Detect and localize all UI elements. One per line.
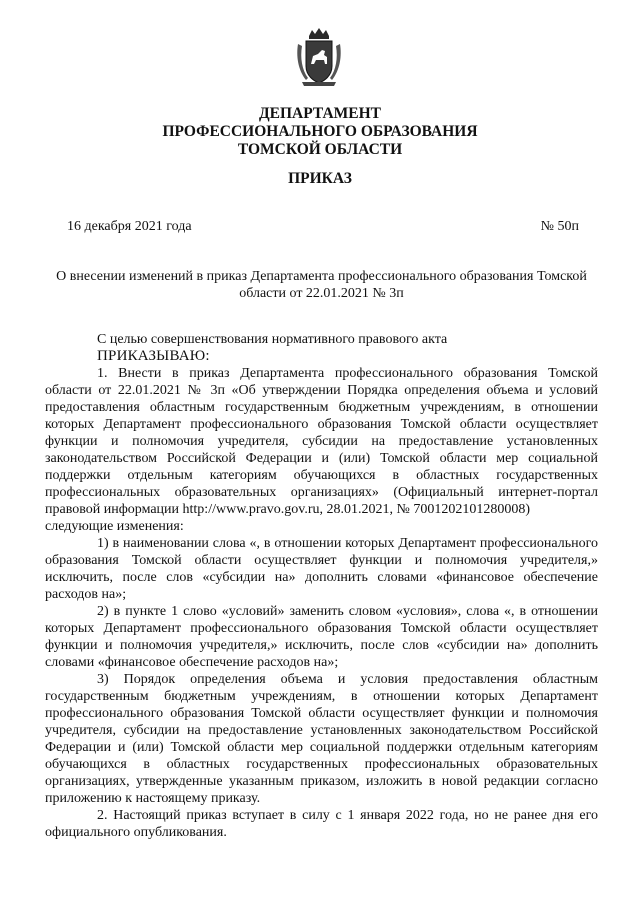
- item-1-paragraph: 1. Внести в приказ Департамента профессионального образования Томской области от 22.01.2021 № 3п «Об утверждении Порядка определения объема и условий предоставления областным государственным бюджетным учреждениям, в отношении которых Департамент профессионального образования Томской области осуществляет функции и полномочия учредителя, субсидии на предоставление установленных законодательством Российской Федерации и (или) Томской области мер социальной поддержки отдельным категориям обучающихся в областных государственных профессиональных образовательных организациях» (Официальный интернет-портал правовой информации http://www.pravo.gov.ru, 28.01.2021, № 7001202101280008): [45, 366, 598, 517]
- item-1-tail: следующие изменения:: [45, 519, 184, 534]
- subitem-2-paragraph: 2) в пункте 1 слово «условий» заменить словом «условия», слова «, в отношении которых Департамент профессионального образования Томской области осуществляет функции и полномочия учредителя,» исключить, после слов «субсидии на» дополнить словами «финансовое обеспечение расходов на»;: [45, 604, 598, 670]
- department-name-line-2: ПРОФЕССИОНАЛЬНОГО ОБРАЗОВАНИЯ: [162, 123, 478, 140]
- coat-of-arms-emblem: [294, 26, 344, 88]
- order-subject: О внесении изменений в приказ Департамента профессионального образования Томской области от 22.01.2021 № 3п: [56, 269, 587, 301]
- department-name-line-1: ДЕПАРТАМЕНТ: [258, 105, 382, 122]
- document-type-title: ПРИКАЗ: [288, 170, 352, 187]
- intro-paragraph: С целью совершенствования нормативного правового акта: [97, 332, 448, 347]
- order-body: [45, 331, 598, 841]
- subitem-1-paragraph: 1) в наименовании слова «, в отношении которых Департамент профессионального образования Томской области осуществляет функции и полномочия учредителя,» исключить, после слов «субсидии на» дополнить словами «финансовое обеспечение расходов на»;: [45, 536, 598, 602]
- order-date: 16 декабря 2021 года: [67, 219, 192, 234]
- item-2-paragraph: 2. Настоящий приказ вступает в силу с 1 января 2022 года, но не ранее дня его официального опубликования.: [45, 808, 598, 840]
- department-name-line-3: ТОМСКОЙ ОБЛАСТИ: [237, 141, 403, 158]
- order-number: № 50п: [540, 219, 579, 234]
- subitem-3-paragraph: 3) Порядок определения объема и условия предоставления областным государственным бюджетным учреждениям, в отношении которых Департамент профессионального образования Томской области осуществляет функции и полномочия учредителя, субсидии на предоставление установленных законодательством Российской Федерации и (или) Томской области мер социальной поддержки отдельным категориям обучающихся в областных государственных профессиональных образовательных организациях, утвержденные указанным приказом, изложить в новой редакции согласно приложению к настоящему приказу.: [45, 672, 598, 806]
- order-word: ПРИКАЗЫВАЮ:: [97, 348, 210, 364]
